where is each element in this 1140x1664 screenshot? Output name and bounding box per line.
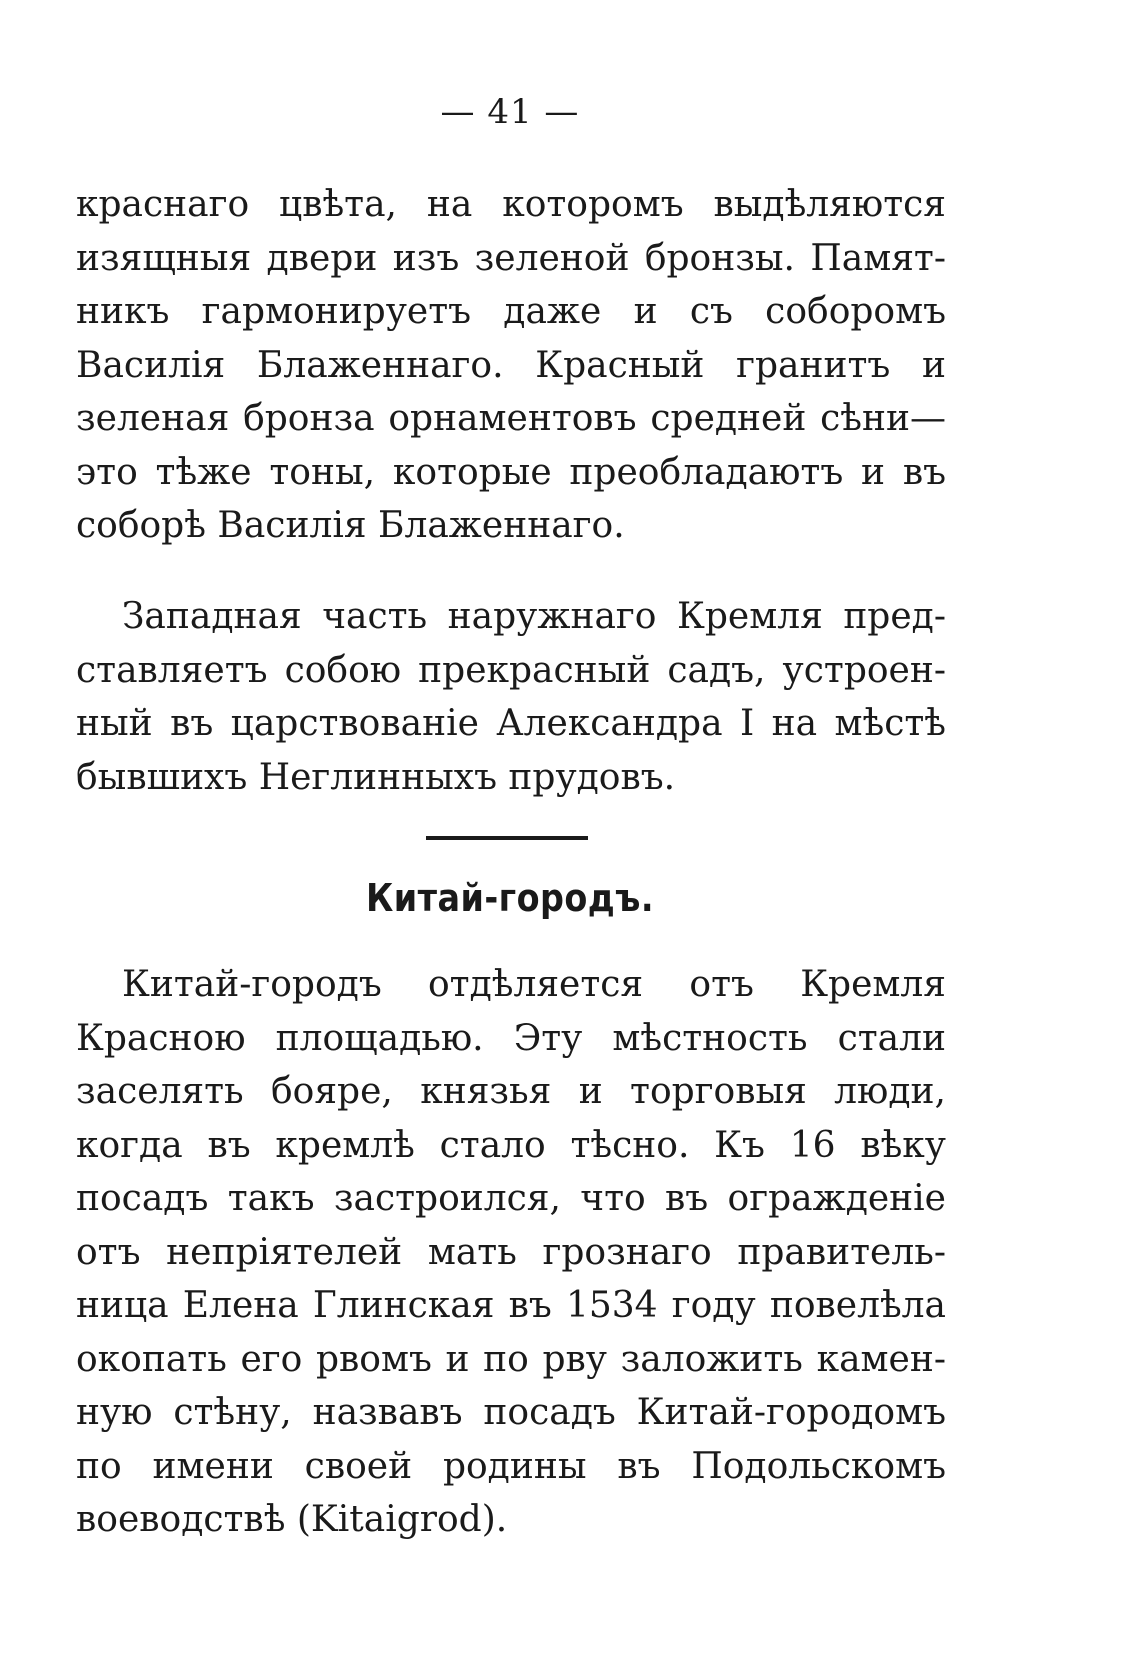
- text-line: краснаго цвѣта, на которомъ выдѣляются: [76, 184, 946, 225]
- text-line: соборѣ Василія Блаженнаго.: [76, 505, 625, 546]
- text-line: ставляетъ собою прекрасный садъ, устроен-: [76, 649, 946, 691]
- text-line: ный въ царствованіе Александра I на мѣстѣ: [76, 703, 946, 744]
- text-line: окопать его рвомъ и по рву заложить камен-: [76, 1338, 946, 1380]
- section-divider: [426, 836, 588, 840]
- text-line: посадъ такъ застроился, что въ огражденіе: [76, 1178, 946, 1219]
- text-line: ную стѣну, назвавъ посадъ Китай-городомъ: [76, 1392, 946, 1433]
- text-line: отъ непріятелей мать грознаго правитель-: [76, 1231, 946, 1273]
- text-line: когда въ кремлѣ стало тѣсно. Къ 16 вѣку: [76, 1124, 946, 1166]
- text-line: Китай-городъ отдѣляется отъ Кремля: [122, 964, 946, 1005]
- text-line: это тѣже тоны, которые преобладаютъ и въ: [76, 451, 946, 493]
- text-line: никъ гармонируетъ даже и съ соборомъ: [76, 291, 946, 332]
- text-line: изящныя двери изъ зеленой бронзы. Памят-: [76, 237, 946, 279]
- text-line: по имени своей родины въ Подольскомъ: [76, 1445, 946, 1487]
- paragraph-3: [76, 958, 946, 1547]
- section-title: Китай-городъ.: [366, 876, 654, 920]
- page-number: — 41 —: [440, 92, 580, 132]
- paragraph-2: [76, 590, 946, 804]
- text-line: ница Елена Глинская въ 1534 году повелѣла: [76, 1285, 946, 1326]
- text-line: Василія Блаженнаго. Красный гранитъ и: [76, 344, 946, 386]
- text-line: зеленая бронза орнаментовъ средней сѣни—: [76, 398, 946, 439]
- text-line: бывшихъ Неглинныхъ прудовъ.: [76, 756, 676, 798]
- text-line: заселять бояре, князья и торговыя люди,: [76, 1071, 946, 1112]
- text-line: воеводствѣ (Kitaigrod).: [76, 1499, 508, 1540]
- text-line: Западная часть наружнаго Кремля пред-: [122, 596, 946, 637]
- paragraph-1: [76, 178, 946, 553]
- text-line: Красною площадью. Эту мѣстность стали: [76, 1017, 946, 1059]
